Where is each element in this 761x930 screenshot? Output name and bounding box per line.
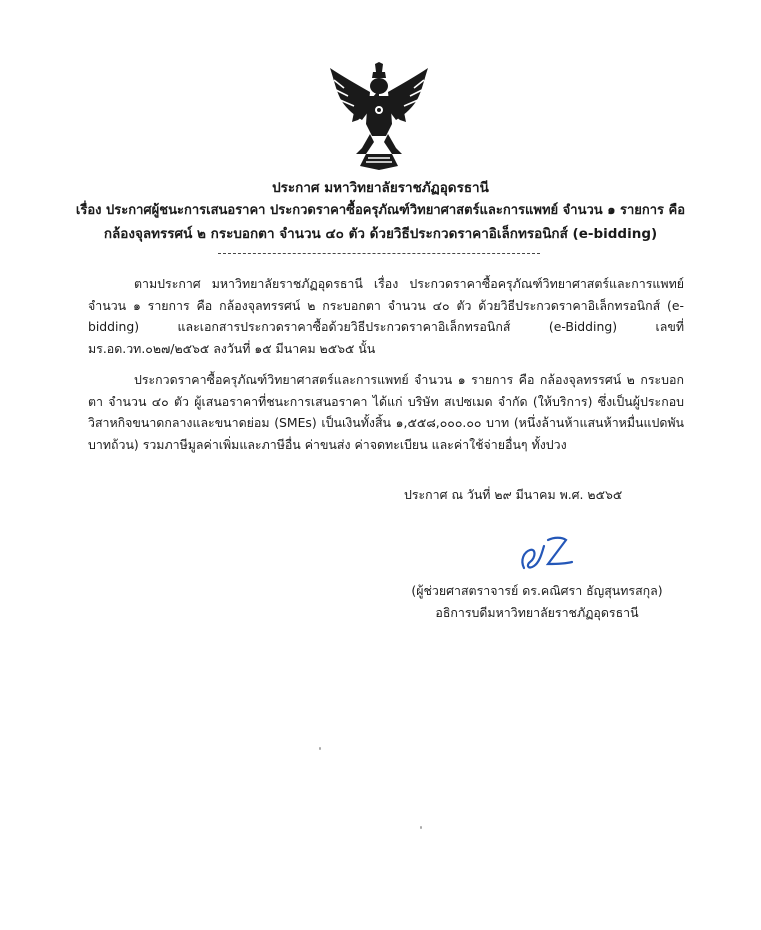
body-paragraph-1: ตามประกาศ มหาวิทยาลัยราชภัฏอุดรธานี เรื่อง ประกวดราคาซื้อครุภัณฑ์วิทยาศาสตร์และการแพทย์ จำนวน ๑ รายการ คือ กล้องจุลทรรศน์ ๒ กระบอกตา จำนวน ๔๐ ตัว ด้วยวิธีประกวดราคาอิเล็กทรอนิกส์ (e-bidding) และเอกสารประกวดราคาซื้อด้วยวิธีประกวดราคาอิเล็กทรอนิกส์ (e-Bidding) เลขที่ มร.อด.วท.๐๒๗/๒๕๖๕ ลงวันที่ ๑๕ มีนาคม ๒๕๖๕ นั้น (88, 276, 684, 356)
scan-speck (319, 747, 321, 750)
signatory-position: อธิการบดีมหาวิทยาลัยราชภัฏอุดรธานี (435, 605, 639, 620)
signature-mark (514, 534, 578, 574)
header-divider (218, 253, 540, 254)
announcement-title: ประกาศ มหาวิทยาลัยราชภัฏอุดรธานี (272, 180, 489, 196)
announcement-date: ประกาศ ณ วันที่ ๒๙ มีนาคม พ.ศ. ๒๕๖๕ (404, 487, 623, 502)
garuda-emblem-icon (326, 62, 432, 170)
scan-speck (420, 826, 422, 829)
body-paragraph-2: ประกวดราคาซื้อครุภัณฑ์วิทยาศาสตร์และการแพทย์ จำนวน ๑ รายการ คือ กล้องจุลทรรศน์ ๒ กระบอกตา จำนวน ๔๐ ตัว ผู้เสนอราคาที่ชนะการเสนอราคา ได้แก่ บริษัท สเปซเมด จำกัด (ให้บริการ) ซึ่งเป็นผู้ประกอบวิสาหกิจขนาดกลางและขนาดย่อม (SMEs) เป็นเงินทั้งสิ้น ๑,๕๕๘,๐๐๐.๐๐ บาท (หนึ่งล้านห้าแสนห้าหมื่นแปดพันบาทถ้วน) รวมภาษีมูลค่าเพิ่มและภาษีอื่น ค่าขนส่ง ค่าจดทะเบียน และค่าใช้จ่ายอื่นๆ ทั้งปวง (88, 372, 684, 452)
signatory-name: (ผู้ช่วยศาสตราจารย์ ดร.คณิศรา ธัญสุนทรสกุล) (411, 583, 663, 598)
announcement-subject-continued: กล้องจุลทรรศน์ ๒ กระบอกตา จำนวน ๔๐ ตัว ด้วยวิธีประกวดราคาอิเล็กทรอนิกส์ (e-bidding) (103, 226, 658, 242)
announcement-subject: เรื่อง ประกาศผู้ชนะการเสนอราคา ประกวดราคาซื้อครุภัณฑ์วิทยาศาสตร์และการแพทย์ จำนวน ๑ รายการ คือ (75, 203, 686, 218)
